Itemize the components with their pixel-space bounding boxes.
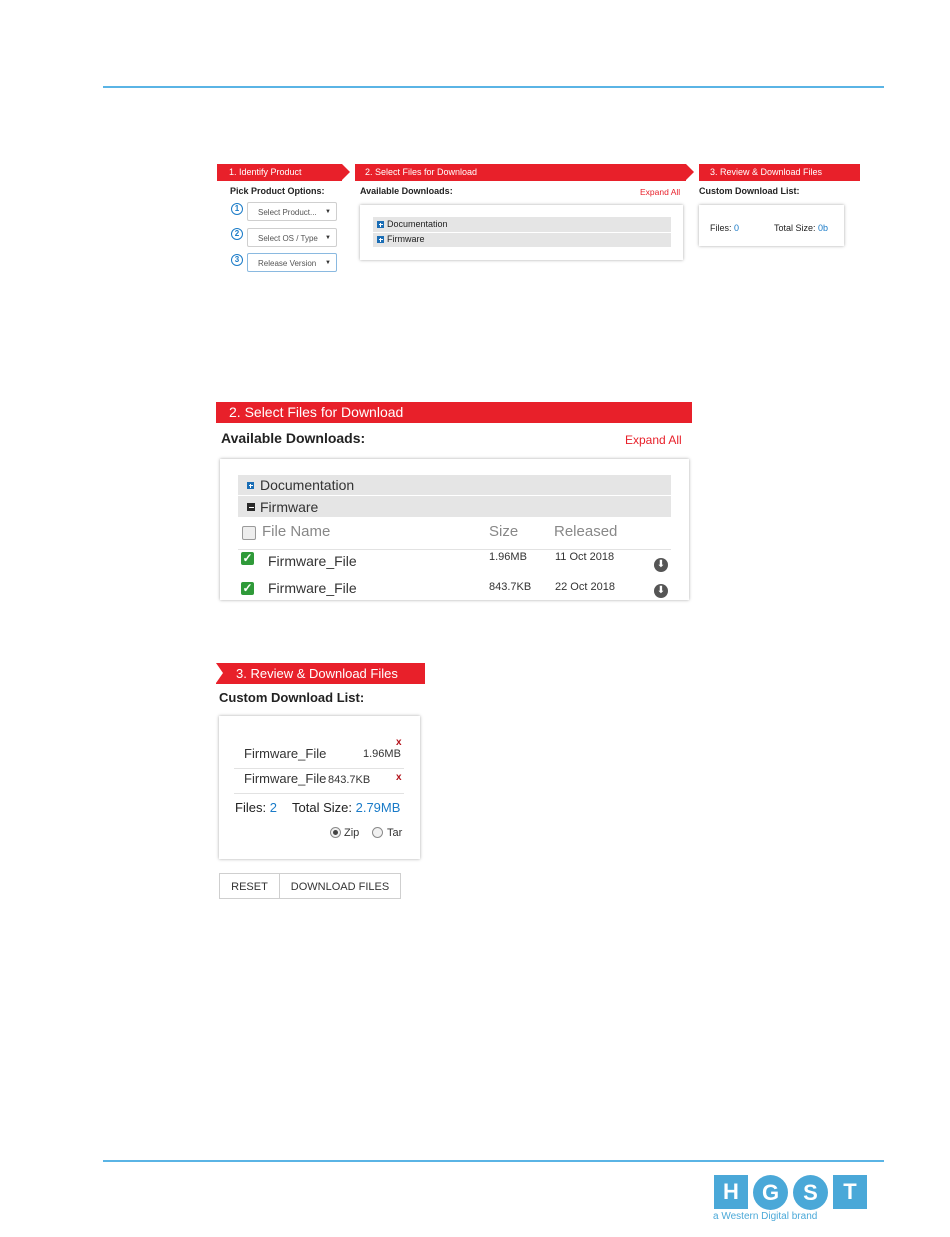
- remove-x-icon[interactable]: x: [396, 737, 402, 748]
- files-label: Files:: [710, 223, 732, 233]
- select-product-dropdown[interactable]: [247, 202, 337, 221]
- expand-plus-icon: [247, 482, 254, 489]
- zip-label: Zip: [344, 827, 360, 839]
- column-size: Size: [489, 523, 519, 540]
- collapse-minus-icon: [247, 503, 255, 511]
- logo-letter-t: T: [833, 1175, 867, 1209]
- select-os-dropdown[interactable]: [247, 228, 337, 247]
- total-size: [774, 223, 828, 233]
- item-divider: [234, 768, 404, 769]
- item-divider: [234, 793, 404, 794]
- total-size-value: 2.79MB: [355, 800, 401, 815]
- expand-all-link[interactable]: Expand All: [625, 433, 682, 447]
- custom-list-title: Custom Download List:: [219, 690, 365, 705]
- step3-header-label: 3. Review & Download Files: [236, 666, 398, 681]
- download-arrow-icon[interactable]: ⬇: [654, 584, 668, 598]
- step-number-1: 1: [231, 203, 243, 215]
- custom-list-label: Custom Download List:: [699, 186, 800, 196]
- row-checkbox[interactable]: ✓: [242, 551, 253, 565]
- select-os-value: Select OS / Type: [258, 234, 318, 243]
- remove-x-icon[interactable]: x: [396, 772, 402, 783]
- available-downloads-label: Available Downloads:: [360, 186, 453, 196]
- downloads-card-detail: [220, 459, 689, 600]
- total-size: [292, 800, 400, 815]
- item-size: 843.7KB: [328, 774, 371, 786]
- logo-letter-h: H: [714, 1175, 748, 1209]
- step-number-2: 2: [231, 228, 243, 240]
- tar-label: Tar: [387, 827, 403, 839]
- caret-down-icon: ▼: [325, 235, 331, 241]
- group-documentation-label: Documentation: [387, 219, 448, 229]
- column-released: Released: [554, 523, 618, 540]
- group-documentation[interactable]: [373, 217, 671, 232]
- step1-label: 1. Identify Product: [229, 167, 302, 177]
- row-file-name: Firmware_File: [268, 553, 357, 569]
- item-size: 1.96MB: [363, 748, 401, 760]
- row-checkbox[interactable]: ✓: [242, 581, 253, 595]
- group-firmware-label: Firmware: [260, 499, 319, 515]
- zip-radio[interactable]: [330, 827, 341, 838]
- expand-plus-icon: [377, 221, 384, 228]
- group-documentation-label: Documentation: [260, 477, 355, 493]
- group-firmware-label: Firmware: [387, 234, 425, 244]
- custom-list-card: [699, 205, 844, 246]
- total-size-label: Total Size:: [292, 800, 352, 815]
- row-released: 22 Oct 2018: [555, 581, 615, 593]
- select-all-checkbox[interactable]: [242, 526, 256, 540]
- row-size: 843.7KB: [489, 581, 532, 593]
- total-size-label: Total Size:: [774, 223, 816, 233]
- caret-down-icon: ▼: [325, 209, 331, 215]
- total-size-value: 0b: [818, 223, 829, 233]
- expand-all-link[interactable]: Expand All: [640, 187, 681, 197]
- step2-bar[interactable]: [355, 164, 686, 181]
- files-value: 2: [269, 800, 277, 815]
- bottom-rule: [103, 1160, 884, 1162]
- release-version-dropdown[interactable]: [247, 253, 337, 272]
- files-value: 0: [734, 223, 740, 233]
- logo-letter-s: S: [793, 1175, 828, 1210]
- logo-letter-g: G: [753, 1175, 788, 1210]
- row-released: 11 Oct 2018: [555, 551, 615, 563]
- item-name: Firmware_File: [244, 771, 327, 786]
- download-files-button[interactable]: DOWNLOAD FILES: [279, 873, 401, 899]
- pick-options-label: Pick Product Options:: [230, 186, 325, 196]
- downloads-card: [360, 205, 683, 260]
- step3-label: 3. Review & Download Files: [710, 167, 823, 177]
- step1-chevron: [342, 164, 350, 180]
- download-arrow-icon[interactable]: ⬇: [654, 558, 668, 572]
- expand-plus-icon: [377, 236, 384, 243]
- step2-label: 2. Select Files for Download: [365, 167, 478, 177]
- group-firmware[interactable]: [373, 233, 671, 247]
- row-file-name: Firmware_File: [268, 580, 357, 596]
- step2-header: 2. Select Files for Download: [216, 402, 692, 423]
- files-count: [710, 223, 739, 233]
- step-number-3: 3: [231, 254, 243, 266]
- group-documentation[interactable]: [238, 475, 671, 495]
- step3-bar[interactable]: [699, 164, 860, 181]
- step1-bar[interactable]: [217, 164, 342, 181]
- caret-down-icon: ▼: [325, 260, 331, 266]
- custom-list-card-detail: [219, 716, 420, 859]
- step2-chevron: [686, 164, 694, 180]
- group-firmware[interactable]: [238, 496, 671, 517]
- logo-tagline: a Western Digital brand: [713, 1211, 818, 1222]
- files-label: Files:: [235, 800, 267, 815]
- select-product-value: Select Product...: [258, 208, 317, 217]
- files-count: [235, 800, 277, 815]
- reset-button[interactable]: RESET: [219, 873, 280, 899]
- available-downloads-title: Available Downloads:: [221, 430, 366, 446]
- header-divider: [238, 549, 671, 550]
- step3-notch: [216, 663, 223, 683]
- release-version-value: Release Version: [258, 259, 317, 268]
- top-rule: [103, 86, 884, 88]
- step3-header: [216, 663, 425, 684]
- tar-radio[interactable]: [372, 827, 383, 838]
- column-file-name: File Name: [262, 523, 331, 540]
- row-size: 1.96MB: [489, 551, 527, 563]
- item-name: Firmware_File: [244, 746, 327, 761]
